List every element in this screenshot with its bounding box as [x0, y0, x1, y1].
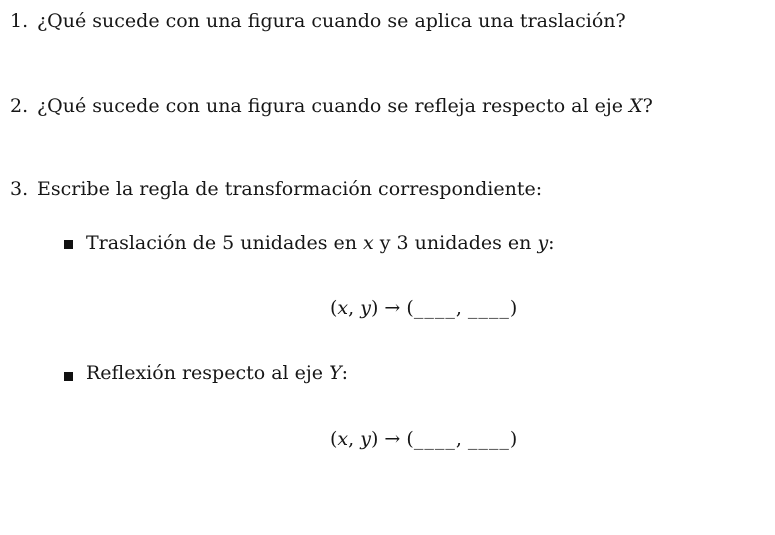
arrow-icon: → — [378, 428, 407, 450]
paren: ( — [406, 428, 414, 450]
question-text: ¿Qué sucede con una figura cuando se refleja respecto al eje — [37, 95, 630, 117]
question-3 — [10, 180, 542, 199]
item-text: : — [548, 232, 555, 254]
answer-blank-y: ____ — [467, 297, 510, 319]
axis-variable: X — [629, 95, 643, 117]
item-text: Traslación de 5 unidades en — [86, 232, 364, 254]
paren: ( — [330, 297, 338, 319]
bullet-icon — [64, 240, 73, 249]
paren: ) — [370, 297, 379, 319]
variable-x: x — [363, 232, 374, 254]
question-2 — [10, 97, 653, 116]
variable-y: y — [360, 297, 371, 319]
question-1 — [10, 12, 626, 31]
paren: ) — [509, 428, 518, 450]
item-text: : — [341, 362, 349, 384]
paren: ) — [370, 428, 379, 450]
transformation-rule-2 — [330, 430, 517, 449]
answer-blank-x: ____ — [413, 428, 456, 450]
question-text: ¿Qué sucede con una figura cuando se aplica una traslación? — [37, 10, 626, 32]
variable-y: y — [537, 232, 549, 254]
question-text-end: ? — [642, 95, 653, 117]
comma: , — [455, 297, 468, 319]
variable-x: x — [337, 428, 349, 450]
arrow-icon: → — [378, 297, 407, 319]
question-number: 3. — [10, 178, 29, 200]
comma: , — [348, 428, 361, 450]
item-text: Reflexión respecto al eje — [86, 362, 330, 384]
paren: ( — [330, 428, 338, 450]
variable-y: y — [360, 428, 371, 450]
list-item-translation — [86, 234, 555, 253]
variable-x: x — [337, 297, 349, 319]
comma: , — [348, 297, 361, 319]
answer-blank-y: ____ — [467, 428, 510, 450]
comma: , — [455, 428, 468, 450]
bullet-icon — [64, 372, 73, 381]
axis-variable: Y — [329, 362, 342, 384]
question-number: 1. — [10, 10, 29, 32]
question-number: 2. — [10, 95, 29, 117]
paren: ( — [406, 297, 414, 319]
answer-blank-x: ____ — [413, 297, 456, 319]
paren: ) — [509, 297, 518, 319]
question-text: Escribe la regla de transformación correspondiente: — [37, 178, 543, 200]
list-item-reflection — [86, 364, 348, 383]
transformation-rule-1 — [330, 299, 517, 318]
item-text: y 3 unidades en — [373, 232, 538, 254]
